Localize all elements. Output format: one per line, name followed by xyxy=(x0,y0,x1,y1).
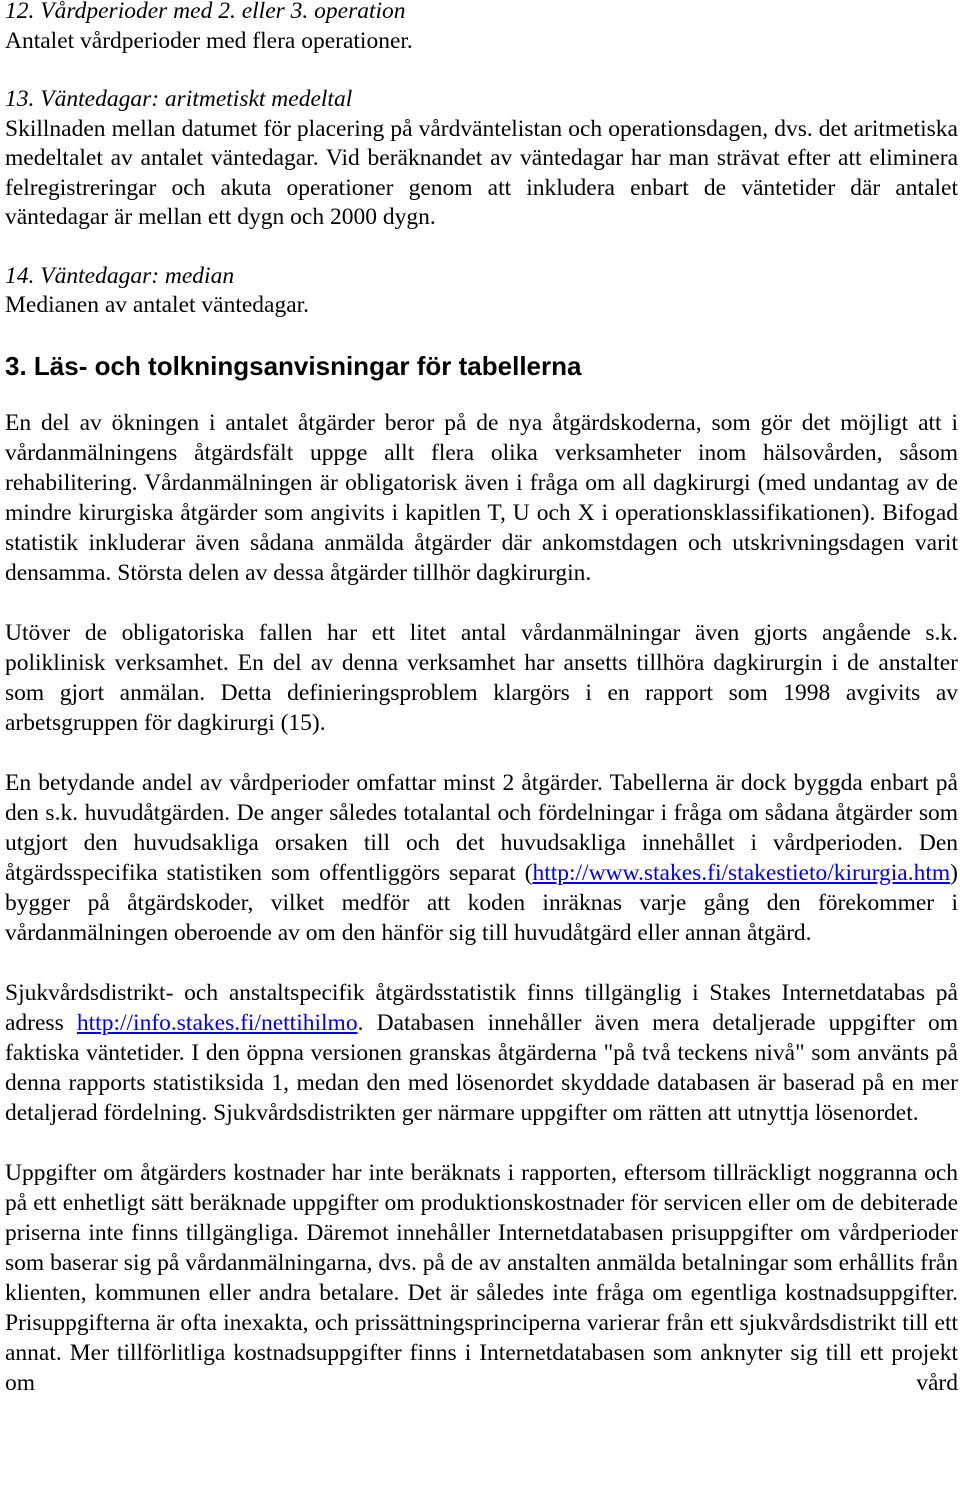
definition-text: Medianen av antalet väntedagar. xyxy=(5,292,310,318)
definition-title: 14. Väntedagar: median xyxy=(5,262,235,289)
paragraph-text: En betydande andel av vårdperioder omfattar minst 2 åtgärder. Tabellerna är dock byggda enbart på den s.k. huvudåtgärden. De anger således totalantal och fördelningar i fråga om sådana åtgärder som utgjort den huvudsakliga orsaken till och det huvudsakliga innehållet i vårdperioden. Den åtgärdsspecifika statistiken som offentliggörs separat ( xyxy=(5,769,958,886)
definition-13 xyxy=(5,85,958,233)
definition-14 xyxy=(5,262,958,321)
paragraph-internetdatabas xyxy=(5,978,958,1128)
section-heading: 3. Läs- och tolkningsanvisningar för tabellerna xyxy=(5,350,582,381)
paragraph-dagkirurgi: En del av ökningen i antalet åtgärder beror på de nya åtgärdskoderna, som gör det möjligt att i vårdanmälningens åtgärdsfält uppge allt flera olika verksamheter inom hälsovården, såsom rehabilitering. Vårdanmälningen är obligatorisk även i fråga om all dagkirurgi (med undantag av de mindre kirurgiska åtgärder som angivits i kapitlen T, U och X i operationsklassifikationen). Bifogad statistik inkluderar även sådana anmälda åtgärder där ankomstdagen och utskrivningsdagen varit densamma. Största delen av dessa åtgärder tillhör dagkirurgin. xyxy=(5,409,958,586)
definition-12 xyxy=(5,0,958,56)
paragraph-huvudatgard xyxy=(5,768,958,948)
definition-text: Antalet vårdperioder med flera operationer. xyxy=(5,27,413,54)
definition-title: 12. Vårdperioder med 2. eller 3. operation xyxy=(5,0,406,24)
paragraph-text: . Databasen innehåller även mera detaljerade uppgifter om faktiska väntetider. I den öppna versionen granskas åtgärderna "på två teckens nivå" som använts på denna rapports statistiksida 1, medan den med lösenordet skyddade databasen är baserad på en mer detaljerad fördelning. Sjukvårdsdistrikten ger närmare uppgifter om rätten att utnyttja lösenordet. xyxy=(5,1009,958,1126)
paragraph-poliklinisk: Utöver de obligatoriska fallen har ett litet antal vårdanmälningar även gjorts angående s.k. poliklinisk verksamhet. En del av denna verksamhet har ansetts tillhöra dagkirurgin i de anstalter som gjort anmälan. Detta definieringsproblem klargörs i en rapport som 1998 avgivits av arbetsgruppen för dagkirurgi (15). xyxy=(5,619,958,736)
definition-text: Skillnaden mellan datumet för placering på vårdväntelistan och operationsdagen, dvs. det aritmetiska medeltalet av antalet väntedagar. Vid beräknandet av väntedagar har man strävat efter att eliminera felregistreringar och akuta operationer genom att inkludera enbart de väntetider där antalet väntedagar är mellan ett dygn och 2000 dygn. xyxy=(5,115,958,230)
kirurgia-link[interactable]: http://www.stakes.fi/stakestieto/kirurgia.htm xyxy=(532,859,951,886)
paragraph-text: Sjukvårdsdistrikt- och anstaltspecifik åtgärdsstatistik finns tillgänglig i Stakes Internetdatabas på adress xyxy=(5,979,958,1036)
document-page xyxy=(5,0,958,1398)
nettihilmo-link[interactable]: http://info.stakes.fi/nettihilmo xyxy=(76,1009,358,1036)
paragraph-text: ) bygger på åtgärdskoder, vilket medför att koden inräknas varje gång den förekommer i vårdanmälningen oberoende av om den hänför sig till huvudåtgärd eller annan åtgärd. xyxy=(5,859,958,946)
paragraph-kostnader: Uppgifter om åtgärders kostnader har inte beräknats i rapporten, eftersom tillräckligt noggranna och på ett enhetligt sätt beräknade uppgifter om produktionskostnader för servicen eller om de debiterade priserna inte finns tillgängliga. Däremot innehåller Internetdatabasen prisuppgifter om vårdperioder som baserar sig på vårdanmälningarna, dvs. på de av anstalten anmälda betalningar som erhållits från klienten, kommunen eller andra betalare. Det är således inte fråga om egentliga kostnadsuppgifter. Prisuppgifterna är ofta inexakta, och prissättningsprinciperna varierar från ett sjukvårdsdistrikt till ett annat. Mer tillförlitliga kostnadsuppgifter finns i Internetdatabasen som anknyter sig till ett projekt om vård xyxy=(5,1159,958,1396)
definition-title: 13. Väntedagar: aritmetiskt medeltal xyxy=(5,86,353,112)
